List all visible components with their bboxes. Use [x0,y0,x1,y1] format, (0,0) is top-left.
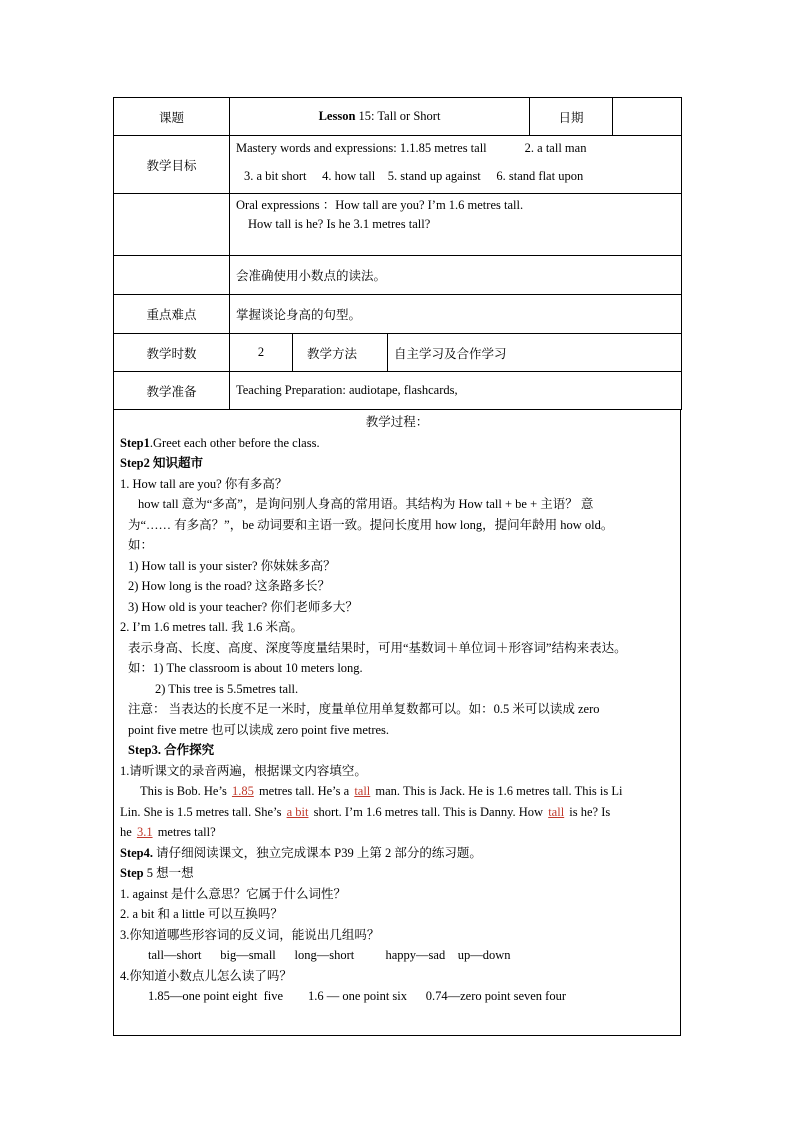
step4 [120,843,674,864]
passage-text: metres tall? [154,825,216,839]
teaching-process [113,410,681,1036]
passage-text: is he? Is [566,804,611,819]
lesson-title [230,98,530,136]
step5-q4: 4.你知道小数点儿怎么读了吗？ [120,968,292,983]
objectives-words [230,136,682,194]
ability-goal: 会准确使用小数点的读法。 [230,256,682,295]
oral-line2: How tall is he? Is he 3.1 metres tall? [248,217,431,231]
step5-q3: 3.你知道哪些形容词的反义词，能说出几组吗？ [120,927,380,942]
passage-text: Lin. She is 1.5 metres tall. She’s [120,804,285,819]
q2-explain: 表示身高、长度、高度、深度等度量结果时，可用“基数词＋单位词＋形容词”结构来表达。 [128,640,627,655]
q1: 1. How tall are you? 你有多高？ [120,476,288,491]
hours-label: 教学时数 [114,334,230,372]
objectives-empty [114,194,230,256]
step4-label: Step4. [120,845,153,860]
step3-passage-line2 [120,802,674,823]
passage-text: he [120,825,135,839]
objectives-label: 教学目标 [114,136,230,194]
blank-answer: 3.1 [136,825,153,839]
key-points-value: 掌握谈论身高的句型。 [230,295,682,334]
step2-heading: Step2 知识超市 [120,456,203,470]
q2: 2. I’m 1.6 metres tall. 我 1.6 米高。 [120,620,303,634]
method-value: 自主学习及合作学习 [388,334,682,372]
q1-explain-2: 为“…… 有多高？”，be 动词要和主语一致。提问长度用 how long，提问年龄用 how old。 [128,517,614,532]
example-3: 3) How old is your teacher? 你们老师多大？ [128,599,358,614]
step4-text: 请仔细阅读课文，独立完成课本 P39 上第 2 部分的练习题。 [153,845,482,860]
lesson-title-bold: Lesson [318,109,356,123]
q2-example-2: 2) This tree is 5.5metres tall. [155,681,299,696]
step5-q2: 2. a bit 和 a little 可以互换吗？ [120,907,283,921]
passage-text: This is Bob. He’s [140,784,230,798]
passage-text: short. I’m 1.6 metres tall. This is Danny. How [310,804,547,819]
prep-label: 教学准备 [114,372,230,410]
q1-explain-1: how tall 意为“多高”，是询问别人身高的常用语。其结构为 How tall + be + 主语？ 意 [138,497,594,511]
step1 [120,433,674,454]
blank-answer: tall [548,804,565,819]
passage-text: metres tall. He’s a [255,784,353,798]
method-label: 教学方法 [293,334,388,372]
prep-value: Teaching Preparation: audiotape, flashcards, [230,372,682,410]
step5-text: 5 想一想 [143,866,194,880]
q2-example-1: 如：1) The classroom is about 10 meters long. [128,661,363,675]
step1-label: Step1 [120,435,150,450]
process-title: 教学过程： [365,414,429,429]
blank-answer: a bit [286,804,309,819]
example-2: 2) How long is the road? 这条路多长？ [128,579,331,593]
lesson-plan [113,97,681,1036]
blank-answer: 1.85 [231,784,254,798]
topic-label: 课题 [114,98,230,136]
decimal-reading-list: 1.85—one point eight five 1.6 — one point six 0.74—zero point seven four [148,989,566,1003]
date-value [613,98,682,136]
note-1: 注意： 当表达的长度不足一米时，度量单位用单复数都可以。如：0.5 米可以读成 zero [128,702,600,716]
blank-answer: tall [354,784,371,798]
note-2: point five metre 也可以读成 zero point five metres. [128,722,390,737]
date-label: 日期 [530,98,613,136]
hours-value: 2 [230,334,293,372]
ability-empty [114,256,230,295]
step5-label: Step [120,866,144,880]
objectives-line1a: Mastery words and expressions: 1.1.85 metres tall [236,140,487,155]
example-label: 如： [128,538,154,552]
antonym-list: tall—short big—small long—short happy—sad up—down [148,948,511,962]
example-1: 1) How tall is your sister? 你妹妹多高？ [128,558,336,573]
key-points-label: 重点难点 [114,295,230,334]
step1-text: .Greet each other before the class. [149,435,320,450]
objectives-line2: 3. a bit short 4. how tall 5. stand up against 6. stand flat upon [244,168,584,183]
oral-line1: Oral expressions ：How tall are you? I’m 1.6 metres tall. [236,198,524,212]
step3-passage-line1 [120,781,674,802]
lesson-info-table [113,97,682,410]
step3-passage-line3 [120,822,674,843]
step5-q1: 1. against 是什么意思？它属于什么词性？ [120,886,347,901]
step3-heading: Step3. 合作探究 [128,743,215,757]
oral-expressions [230,194,682,256]
passage-text: man. This is Jack. He is 1.6 metres tall. This is Li [372,784,623,798]
step3-question: 1.请听课文的录音两遍，根据课文内容填空。 [120,763,367,778]
lesson-title-rest: 15: Tall or Short [355,109,441,123]
step5 [120,863,674,884]
objectives-line1b: 2. a tall man [524,140,587,155]
